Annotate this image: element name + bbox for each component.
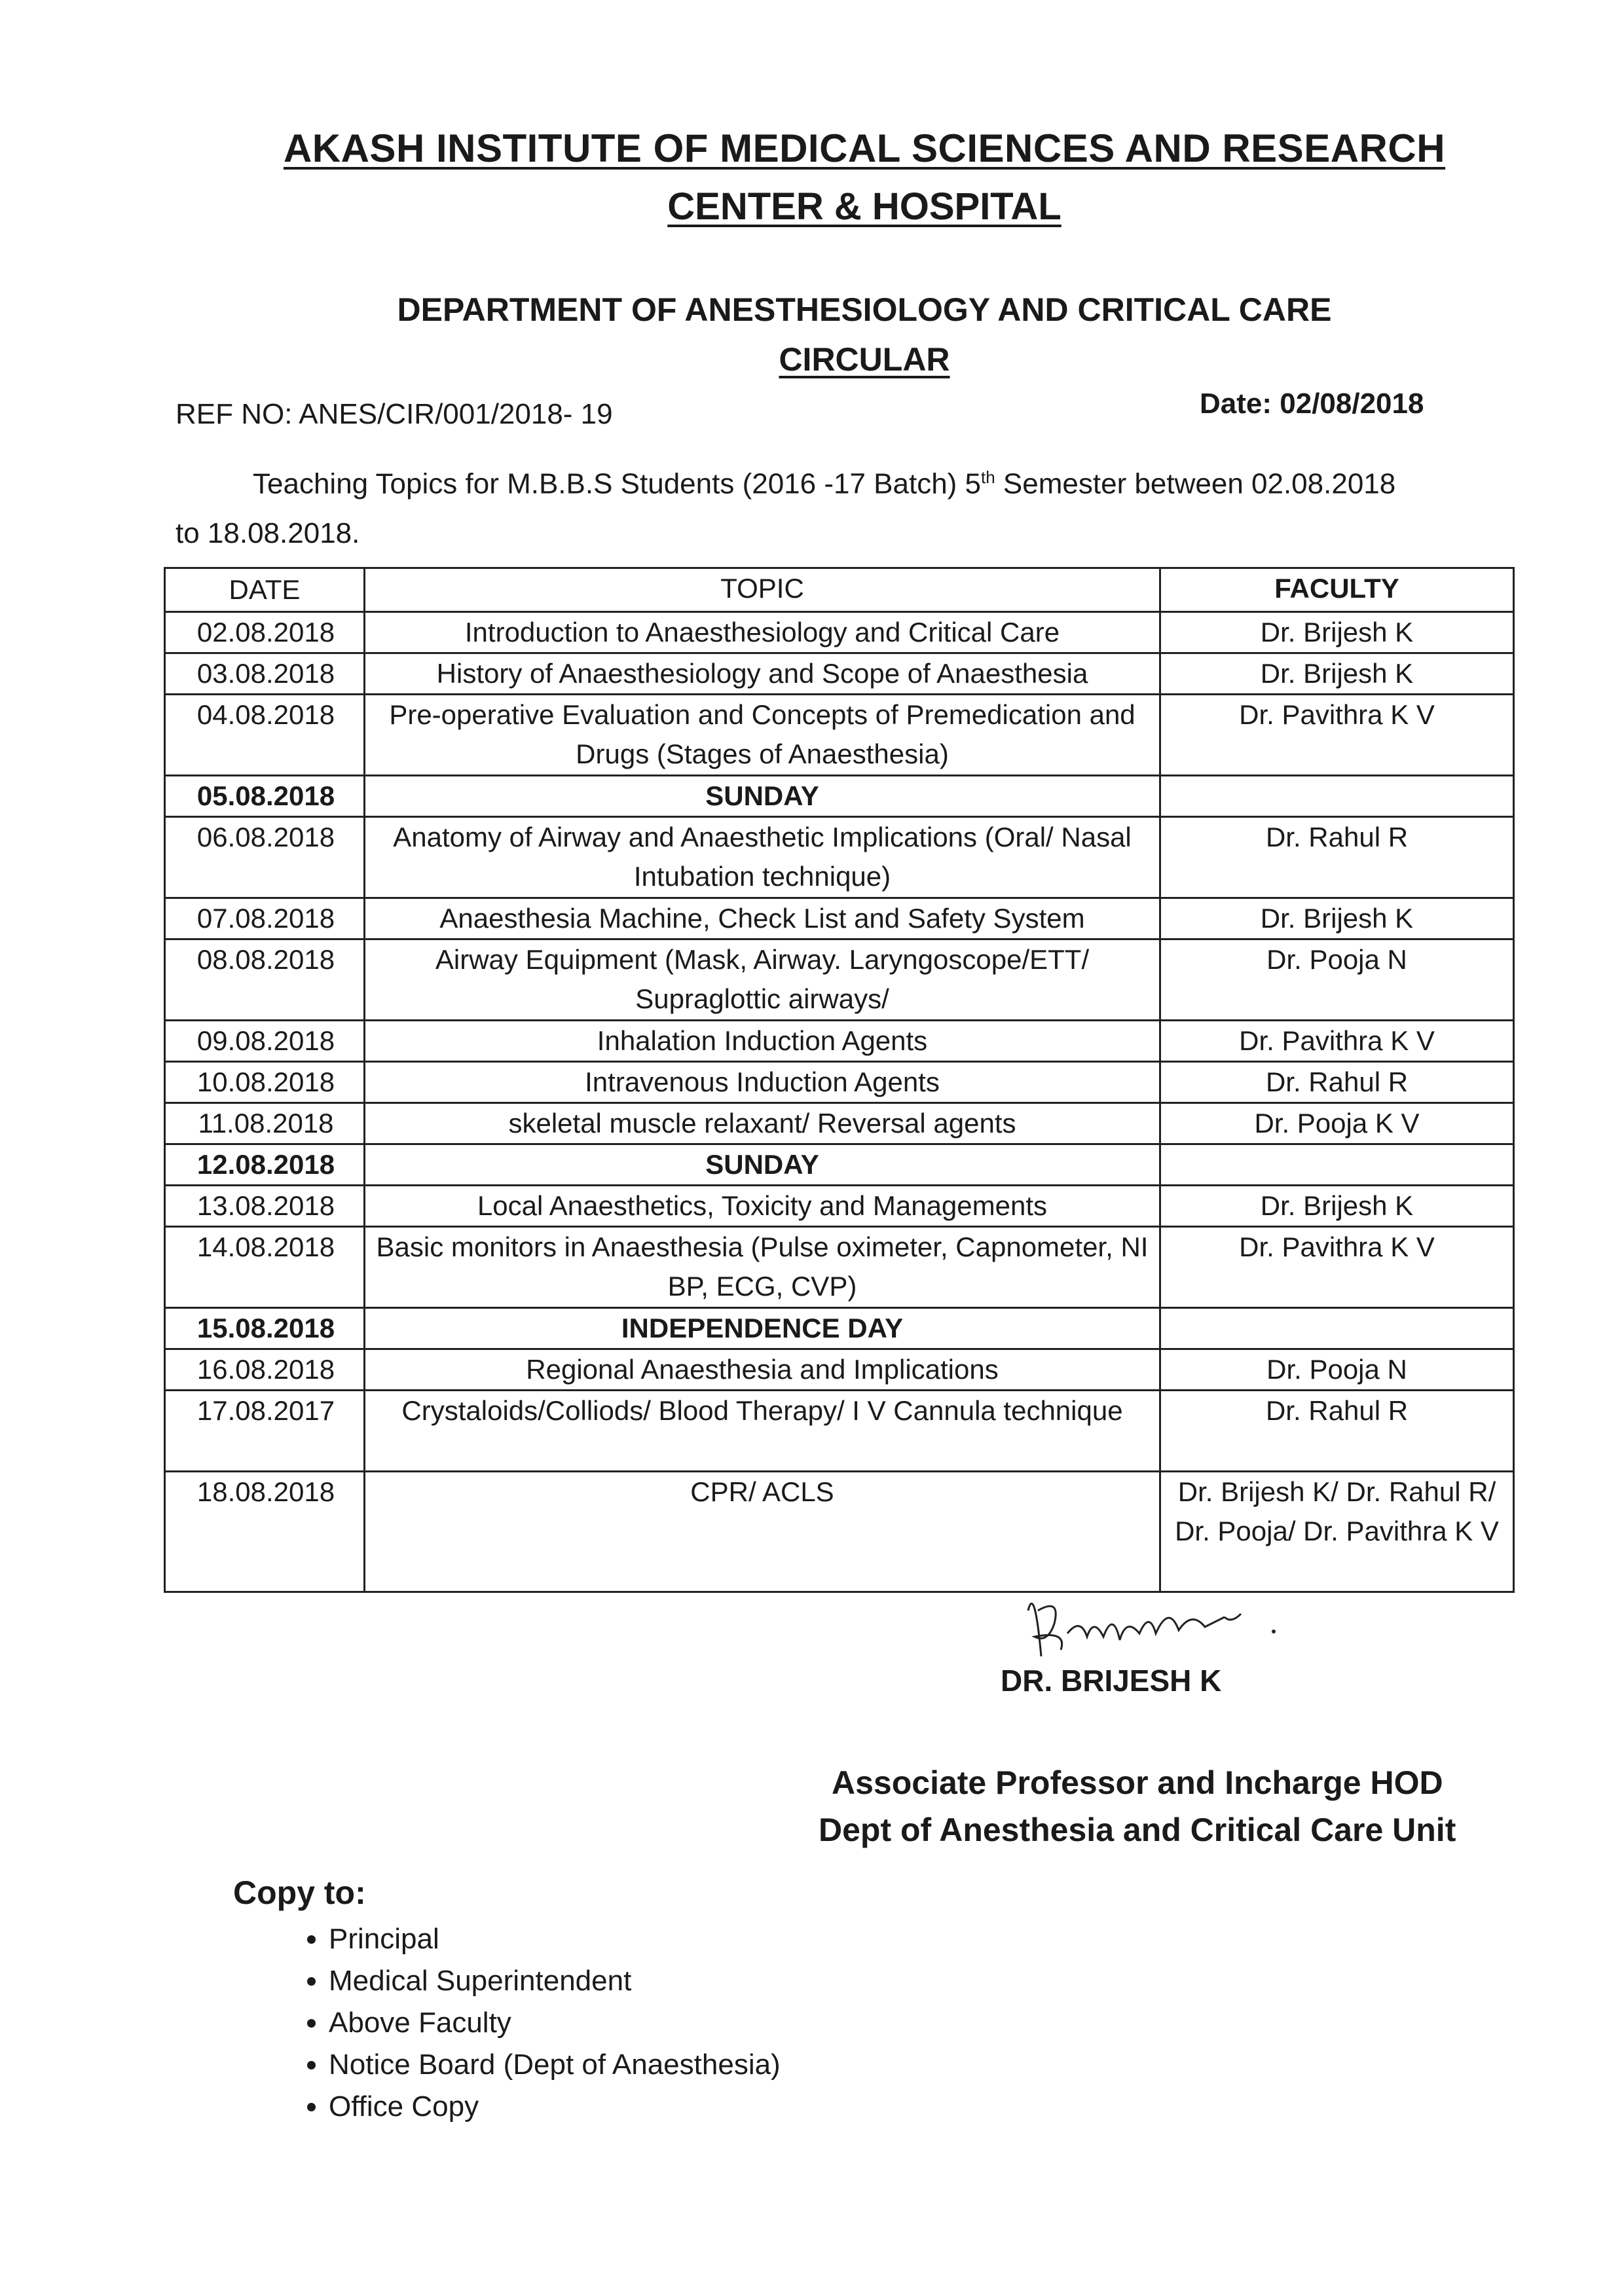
cell-faculty: Dr. Brijesh K (1160, 612, 1514, 653)
signatory-designation: Associate Professor and Incharge HOD (832, 1764, 1443, 1801)
cell-topic: skeletal muscle relaxant/ Reversal agents (365, 1103, 1160, 1144)
list-item: • Principal (329, 1918, 781, 1960)
intro-line-2: to 18.08.2018. (175, 517, 360, 549)
copy-to-list (288, 1918, 781, 2128)
table-row (165, 695, 1514, 776)
header-faculty: FACULTY (1160, 568, 1514, 612)
cell-topic: SUNDAY (365, 1144, 1160, 1186)
table-row (165, 898, 1514, 939)
cell-date: 09.08.2018 (165, 1021, 365, 1062)
cell-faculty: Dr. Pavithra K V (1160, 1021, 1514, 1062)
table-row (165, 1062, 1514, 1103)
cell-date: 08.08.2018 (165, 939, 365, 1021)
cell-faculty: Dr. Rahul R (1160, 1062, 1514, 1103)
cell-date: 14.08.2018 (165, 1227, 365, 1308)
reference-number: REF NO: ANES/CIR/001/2018- 19 (175, 398, 613, 430)
institute-name-line1: AKASH INSTITUTE OF MEDICAL SCIENCES AND RESEARCH (283, 126, 1446, 170)
cell-topic: Crystaloids/Colliods/ Blood Therapy/ I V Cannula technique (365, 1391, 1160, 1472)
list-item: • Notice Board (Dept of Anaesthesia) (329, 2044, 781, 2086)
list-item: • Medical Superintendent (329, 1960, 781, 2002)
cell-date: 07.08.2018 (165, 898, 365, 939)
cell-date: 12.08.2018 (165, 1144, 365, 1186)
intro-text-post: Semester between 02.08.2018 (995, 467, 1396, 500)
cell-date: 11.08.2018 (165, 1103, 365, 1144)
cell-topic: Airway Equipment (Mask, Airway. Laryngoscope/ETT/ Supraglottic airways/ (365, 939, 1160, 1021)
cell-faculty: Dr. Rahul R (1160, 1391, 1514, 1472)
cell-topic: Pre-operative Evaluation and Concepts of Premedication and Drugs (Stages of Anaesthesia) (365, 695, 1160, 776)
intro-text-pre: Teaching Topics for M.B.B.S Students (2016 -17 Batch) 5 (253, 467, 982, 500)
header-topic: TOPIC (365, 568, 1160, 612)
table-row (165, 1186, 1514, 1227)
cell-date: 03.08.2018 (165, 653, 365, 695)
cell-topic: Local Anaesthetics, Toxicity and Managements (365, 1186, 1160, 1227)
cell-date: 04.08.2018 (165, 695, 365, 776)
cell-topic: Regional Anaesthesia and Implications (365, 1349, 1160, 1391)
table-row (165, 1391, 1514, 1472)
list-item: • Office Copy (329, 2086, 781, 2128)
intro-superscript: th (981, 467, 995, 487)
table-row (165, 1472, 1514, 1592)
cell-date: 18.08.2018 (165, 1472, 365, 1592)
cell-date: 02.08.2018 (165, 612, 365, 653)
cell-faculty: Dr. Brijesh K (1160, 653, 1514, 695)
cell-faculty: Dr. Rahul R (1160, 817, 1514, 898)
table-row (165, 1308, 1514, 1349)
cell-topic: History of Anaesthesiology and Scope of Anaesthesia (365, 653, 1160, 695)
table-row (165, 1144, 1514, 1186)
table-row (165, 817, 1514, 898)
intro-line (253, 467, 1395, 501)
header-date: DATE (165, 568, 365, 612)
table-header-row (165, 568, 1514, 612)
table-row (165, 939, 1514, 1021)
cell-date: 05.08.2018 (165, 776, 365, 817)
institute-name-line2: CENTER & HOSPITAL (667, 185, 1061, 228)
cell-topic: Anaesthesia Machine, Check List and Safety System (365, 898, 1160, 939)
cell-topic: Intravenous Induction Agents (365, 1062, 1160, 1103)
cell-date: 13.08.2018 (165, 1186, 365, 1227)
cell-date: 06.08.2018 (165, 817, 365, 898)
table-row (165, 1349, 1514, 1391)
schedule-table (164, 567, 1515, 1593)
cell-faculty (1160, 1144, 1514, 1186)
department-name: DEPARTMENT OF ANESTHESIOLOGY AND CRITICAL CARE (397, 291, 1332, 328)
cell-faculty: Dr. Pooja N (1160, 939, 1514, 1021)
list-item: • Above Faculty (329, 2002, 781, 2044)
cell-topic: SUNDAY (365, 776, 1160, 817)
cell-topic: INDEPENDENCE DAY (365, 1308, 1160, 1349)
cell-topic: CPR/ ACLS (365, 1472, 1160, 1592)
signature-image (1015, 1571, 1290, 1663)
cell-faculty: Dr. Brijesh K (1160, 1186, 1514, 1227)
document-type: CIRCULAR (779, 341, 950, 378)
cell-topic: Basic monitors in Anaesthesia (Pulse oximeter, Capnometer, NI BP, ECG, CVP) (365, 1227, 1160, 1308)
cell-topic: Anatomy of Airway and Anaesthetic Implications (Oral/ Nasal Intubation technique) (365, 817, 1160, 898)
table-row (165, 612, 1514, 653)
cell-faculty: Dr. Brijesh K/ Dr. Rahul R/ Dr. Pooja/ Dr. Pavithra K V (1160, 1472, 1514, 1592)
cell-faculty (1160, 776, 1514, 817)
cell-topic: Introduction to Anaesthesiology and Critical Care (365, 612, 1160, 653)
cell-date: 15.08.2018 (165, 1308, 365, 1349)
cell-date: 16.08.2018 (165, 1349, 365, 1391)
table-row (165, 1227, 1514, 1308)
signatory-unit: Dept of Anesthesia and Critical Care Unit (819, 1812, 1456, 1848)
cell-faculty: Dr. Pooja K V (1160, 1103, 1514, 1144)
cell-faculty: Dr. Pooja N (1160, 1349, 1514, 1391)
table-row (165, 1103, 1514, 1144)
cell-faculty: Dr. Pavithra K V (1160, 695, 1514, 776)
copy-to-label: Copy to: (233, 1874, 366, 1911)
cell-faculty: Dr. Pavithra K V (1160, 1227, 1514, 1308)
cell-faculty (1160, 1308, 1514, 1349)
cell-faculty: Dr. Brijesh K (1160, 898, 1514, 939)
circular-date: Date: 02/08/2018 (1200, 388, 1424, 420)
cell-date: 17.08.2017 (165, 1391, 365, 1472)
cell-date: 10.08.2018 (165, 1062, 365, 1103)
signatory-name: DR. BRIJESH K (1001, 1664, 1222, 1698)
table-row (165, 1021, 1514, 1062)
cell-topic: Inhalation Induction Agents (365, 1021, 1160, 1062)
table-row (165, 653, 1514, 695)
table-row (165, 776, 1514, 817)
